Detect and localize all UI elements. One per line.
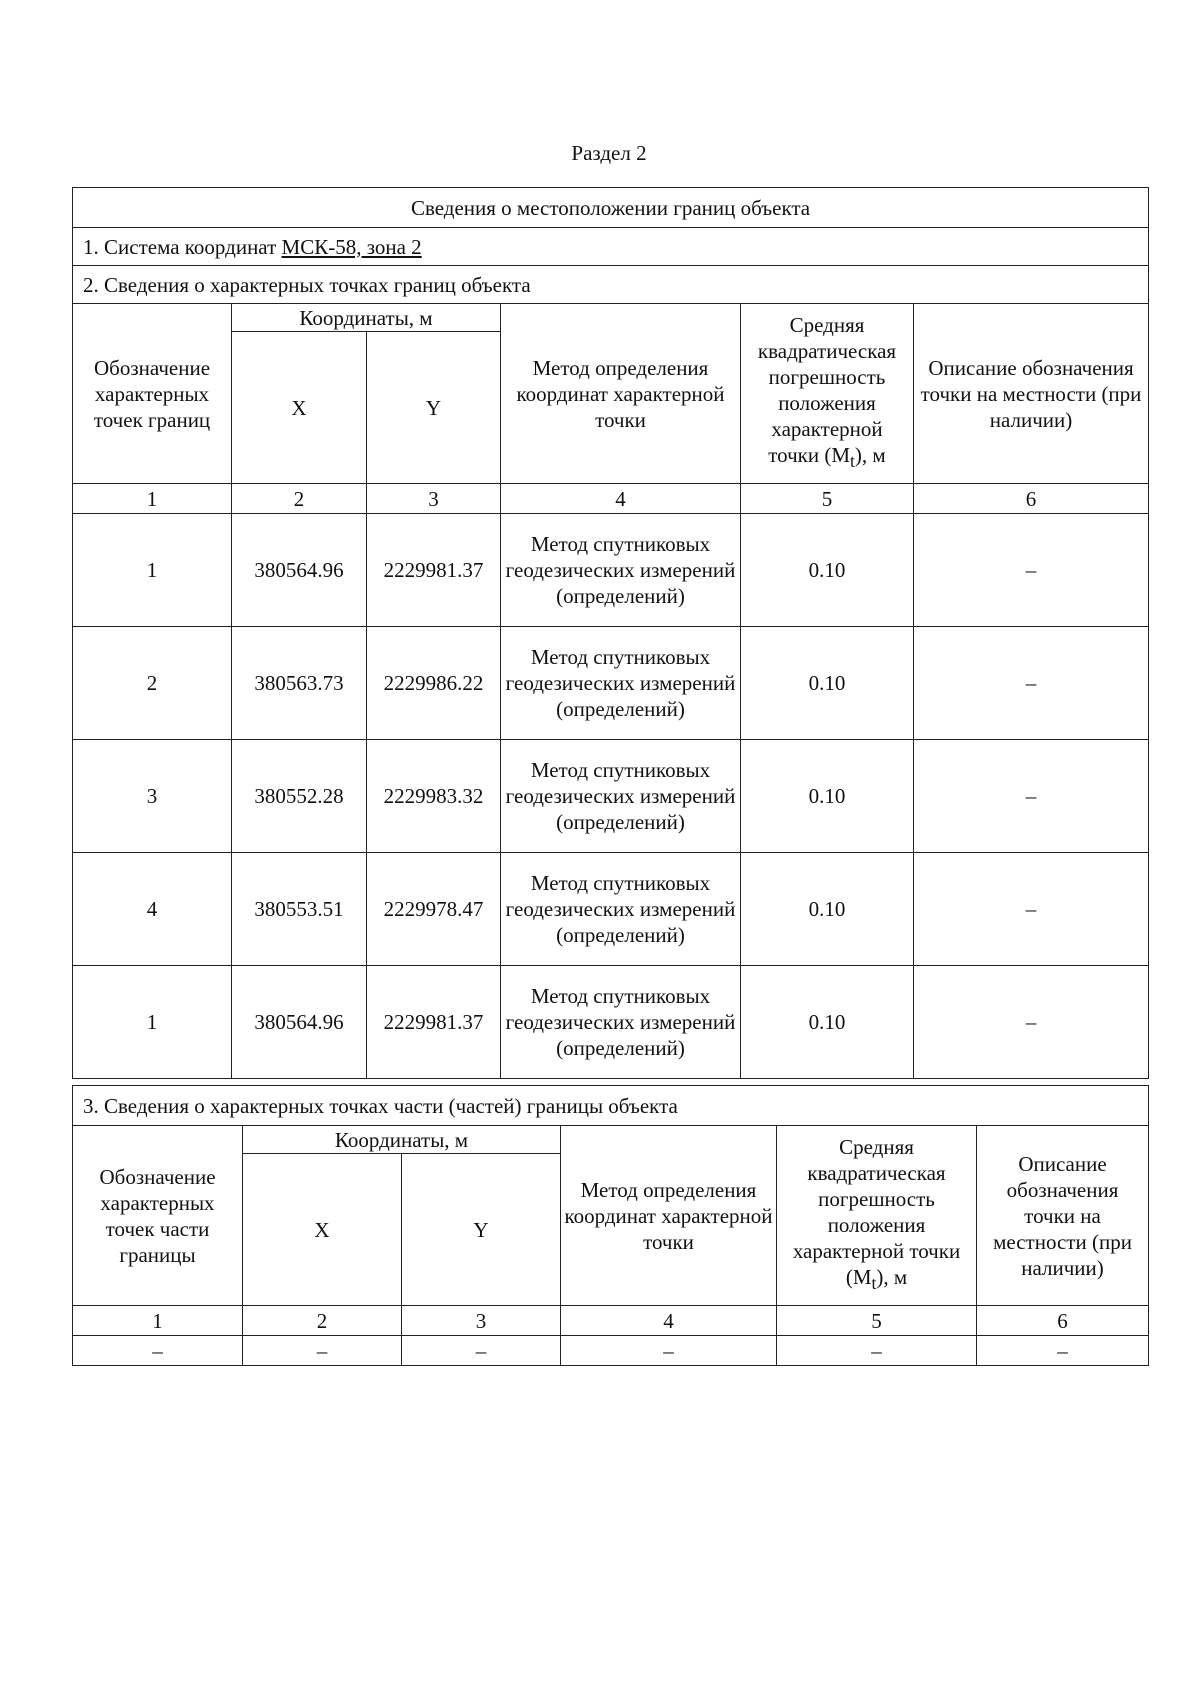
coord-system-label: 1. Система координат — [83, 234, 277, 259]
table-row — [73, 514, 1149, 627]
column-number: 3 — [402, 1306, 561, 1336]
header-error-subscript: t — [850, 451, 855, 472]
column-number: 2 — [232, 484, 367, 514]
header-error-text: Средняя квадратическая погрешность положения характерной точки (M — [792, 1135, 961, 1290]
x-cell: 380564.96 — [232, 514, 367, 627]
column-number: 6 — [977, 1306, 1149, 1336]
header-designation: Обозначение характерных точек границ — [73, 304, 232, 484]
method-cell: Метод спутниковых геодезических измерений (определений) — [501, 627, 741, 740]
description-cell: – — [914, 627, 1149, 740]
header-designation: Обозначение характерных точек части границы — [73, 1126, 243, 1306]
table-row — [73, 853, 1149, 966]
table-title: Сведения о местоположении границ объекта — [73, 188, 1149, 228]
x-cell: 380552.28 — [232, 740, 367, 853]
y-cell: 2229983.32 — [367, 740, 501, 853]
header-x: X — [232, 332, 367, 484]
method-cell: Метод спутниковых геодезических измерений (определений) — [501, 966, 741, 1079]
x-cell: 380563.73 — [232, 627, 367, 740]
table-row — [73, 966, 1149, 1079]
error-cell: 0.10 — [741, 740, 914, 853]
table-row — [73, 1336, 1149, 1366]
header-method: Метод определения координат характерной точки — [501, 304, 741, 484]
header-y: Y — [402, 1154, 561, 1306]
header-error-unit: ), м — [876, 1265, 908, 1290]
error-cell: 0.10 — [741, 627, 914, 740]
header-description: Описание обозначения точки на местности (при наличии) — [914, 304, 1149, 484]
y-cell: 2229986.22 — [367, 627, 501, 740]
y-cell: – — [402, 1336, 561, 1366]
x-cell: – — [243, 1336, 402, 1366]
boundary-points-table — [72, 187, 1149, 1079]
x-cell: 380564.96 — [232, 966, 367, 1079]
point-id-cell: 4 — [73, 853, 232, 966]
error-cell: 0.10 — [741, 853, 914, 966]
point-id-cell: 1 — [73, 514, 232, 627]
description-cell: – — [914, 514, 1149, 627]
boundary-parts-heading: 3. Сведения о характерных точках части (частей) границы объекта — [73, 1086, 1149, 1126]
method-cell: – — [561, 1336, 777, 1366]
y-cell: 2229978.47 — [367, 853, 501, 966]
header-coordinates: Координаты, м — [232, 304, 501, 332]
point-id-cell: – — [73, 1336, 243, 1366]
method-cell: Метод спутниковых геодезических измерений (определений) — [501, 514, 741, 627]
x-cell: 380553.51 — [232, 853, 367, 966]
header-description: Описание обозначения точки на местности (при наличии) — [977, 1126, 1149, 1306]
description-cell: – — [914, 740, 1149, 853]
error-cell: 0.10 — [741, 966, 914, 1079]
column-number: 2 — [243, 1306, 402, 1336]
header-error — [777, 1126, 977, 1306]
column-number: 4 — [561, 1306, 777, 1336]
description-cell: – — [977, 1336, 1149, 1366]
header-error — [741, 304, 914, 484]
column-number: 3 — [367, 484, 501, 514]
column-number: 6 — [914, 484, 1149, 514]
header-method: Метод определения координат характерной точки — [561, 1126, 777, 1306]
column-number: 5 — [777, 1306, 977, 1336]
coord-system-row — [73, 228, 1149, 266]
y-cell: 2229981.37 — [367, 514, 501, 627]
y-cell: 2229981.37 — [367, 966, 501, 1079]
boundary-points-heading: 2. Сведения о характерных точках границ объекта — [73, 266, 1149, 304]
header-x: X — [243, 1154, 402, 1306]
column-number: 1 — [73, 484, 232, 514]
description-cell: – — [914, 853, 1149, 966]
table-row — [73, 740, 1149, 853]
coord-system-value: МСК-58, зона 2 — [281, 234, 422, 259]
table-row — [73, 627, 1149, 740]
header-error-subscript: t — [871, 1273, 877, 1294]
boundary-parts-table — [72, 1085, 1149, 1366]
method-cell: Метод спутниковых геодезических измерений (определений) — [501, 740, 741, 853]
description-cell: – — [914, 966, 1149, 1079]
error-cell: 0.10 — [741, 514, 914, 627]
header-y: Y — [367, 332, 501, 484]
point-id-cell: 2 — [73, 627, 232, 740]
header-error-unit: ), м — [854, 443, 886, 468]
header-error-text: Средняя квадратическая погрешность положения характерной точки (M — [757, 313, 897, 468]
method-cell: Метод спутниковых геодезических измерений (определений) — [501, 853, 741, 966]
column-number: 4 — [501, 484, 741, 514]
column-number: 1 — [73, 1306, 243, 1336]
header-coordinates: Координаты, м — [243, 1126, 561, 1154]
section-title: Раздел 2 — [571, 141, 647, 165]
error-cell: – — [777, 1336, 977, 1366]
column-number: 5 — [741, 484, 914, 514]
point-id-cell: 1 — [73, 966, 232, 1079]
point-id-cell: 3 — [73, 740, 232, 853]
